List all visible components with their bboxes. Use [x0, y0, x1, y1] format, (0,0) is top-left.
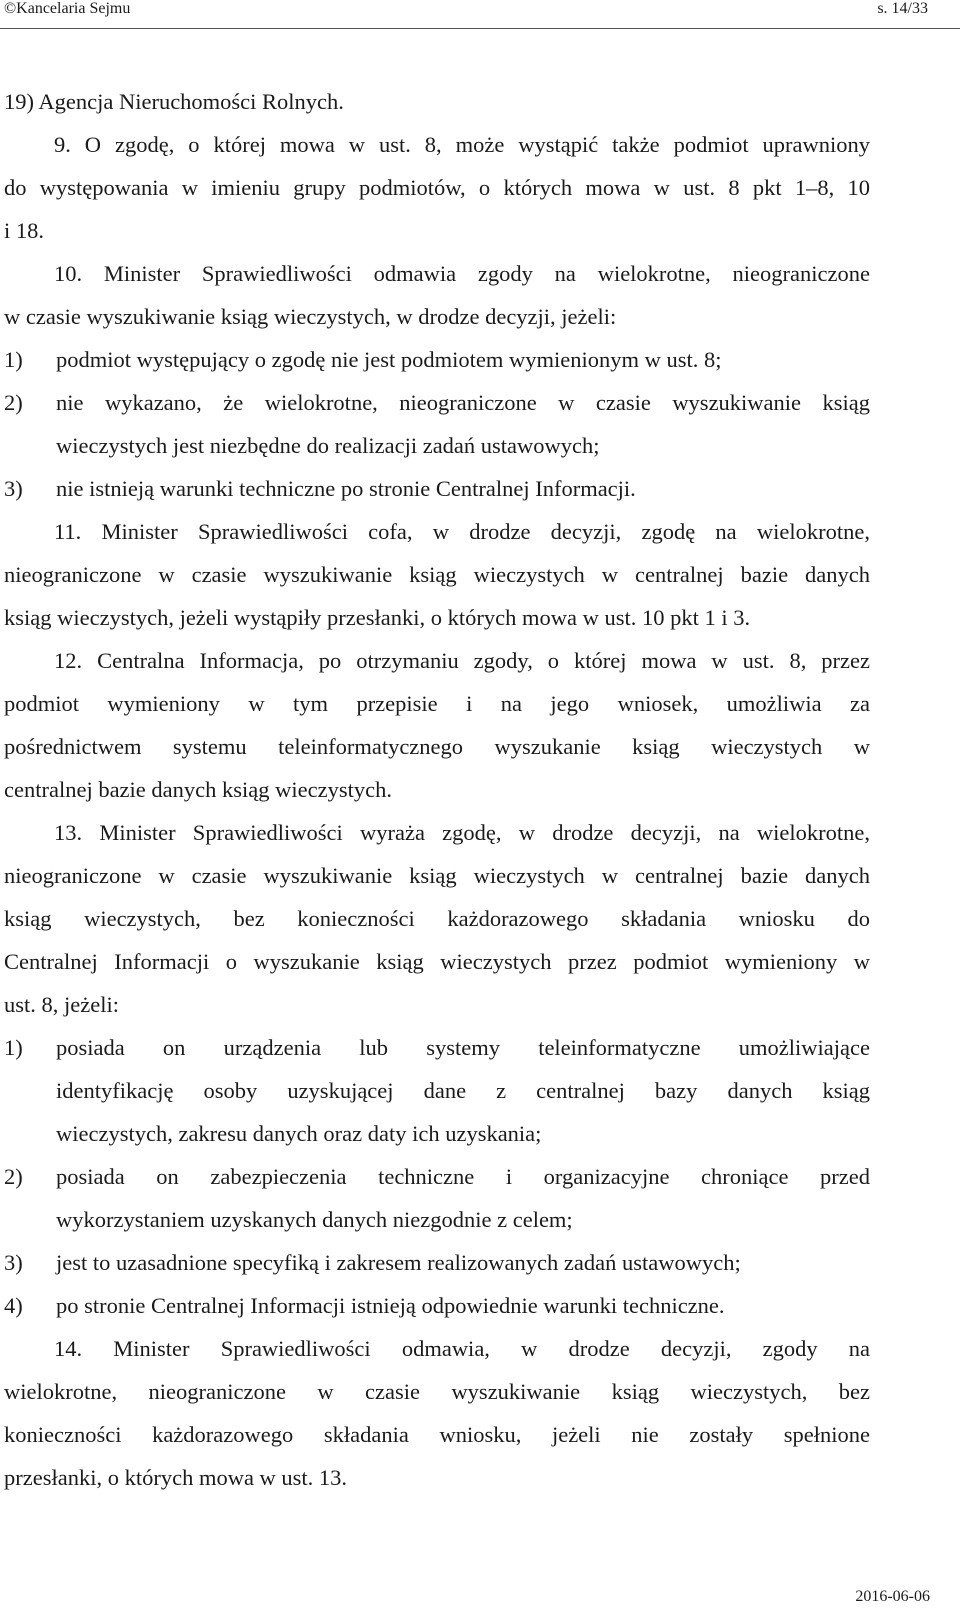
paragraph-line: konieczności każdorazowego składania wniosku, jeżeli nie zostały spełnione [4, 1422, 870, 1447]
paragraph-line: w czasie wyszukiwanie ksiąg wieczystych, w drodze decyzji, jeżeli: [4, 304, 617, 329]
paragraph-line: podmiot wymieniony w tym przepisie i na jego wniosek, umożliwia za [4, 691, 870, 716]
paragraph-line: 9. O zgodę, o której mowa w ust. 8, może wystąpić także podmiot uprawniony [54, 132, 870, 157]
copyright-label: ©Kancelaria Sejmu [4, 0, 131, 17]
list-item [4, 467, 870, 510]
list-number: 1) [4, 347, 23, 372]
paragraph-line: 12. Centralna Informacja, po otrzymaniu zgody, o której mowa w ust. 8, przez [54, 648, 870, 673]
list-item [4, 338, 870, 381]
paragraph-line: ksiąg wieczystych, bez konieczności każdorazowego składania wniosku do [4, 906, 870, 931]
paragraph-line: 11. Minister Sprawiedliwości cofa, w drodze decyzji, zgodę na wielokrotne, [54, 519, 870, 544]
page-header [0, 0, 960, 29]
list-item [4, 1241, 870, 1284]
list-text: nie wykazano, że wielokrotne, nieograniczone w czasie wyszukiwanie ksiąg [56, 390, 870, 415]
paragraph-line: 19) Agencja Nieruchomości Rolnych. [4, 89, 344, 114]
list-item [4, 1155, 870, 1198]
list-item [4, 381, 870, 424]
paragraph-line: centralnej bazie danych ksiąg wieczystych. [4, 777, 392, 802]
page-number: s. 14/33 [877, 0, 928, 17]
list-number: 3) [4, 1250, 23, 1275]
document-body [4, 80, 870, 1499]
list-number: 1) [4, 1035, 23, 1060]
paragraph-line: pośrednictwem systemu teleinformatycznego wyszukanie ksiąg wieczystych w [4, 734, 870, 759]
list-text: posiada on zabezpieczenia techniczne i organizacyjne chroniące przed [56, 1164, 870, 1189]
paragraph-line: ust. 8, jeżeli: [4, 992, 119, 1017]
paragraph-line: wielokrotne, nieograniczone w czasie wyszukiwanie ksiąg wieczystych, bez [4, 1379, 870, 1404]
list-number: 2) [4, 1164, 23, 1189]
list-text: podmiot występujący o zgodę nie jest podmiotem wymienionym w ust. 8; [56, 347, 722, 372]
list-item [4, 1284, 870, 1327]
list-text: jest to uzasadnione specyfiką i zakresem realizowanych zadań ustawowych; [56, 1250, 741, 1275]
list-text-continued: wieczystych jest niezbędne do realizacji zadań ustawowych; [56, 433, 600, 458]
list-item [4, 1026, 870, 1069]
list-number: 3) [4, 476, 23, 501]
paragraph-line: 10. Minister Sprawiedliwości odmawia zgody na wielokrotne, nieograniczone [54, 261, 870, 286]
paragraph-line: 13. Minister Sprawiedliwości wyraża zgodę, w drodze decyzji, na wielokrotne, [54, 820, 870, 845]
paragraph-line: nieograniczone w czasie wyszukiwanie ksiąg wieczystych w centralnej bazie danych [4, 562, 870, 587]
paragraph-line: i 18. [4, 218, 45, 243]
list-text-continued: wieczystych, zakresu danych oraz daty ich uzyskania; [56, 1121, 542, 1146]
list-number: 4) [4, 1293, 23, 1318]
list-text-continued: wykorzystaniem uzyskanych danych niezgodnie z celem; [56, 1207, 573, 1232]
paragraph-line: ksiąg wieczystych, jeżeli wystąpiły przesłanki, o których mowa w ust. 10 pkt 1 i 3. [4, 605, 751, 630]
list-text: po stronie Centralnej Informacji istnieją odpowiednie warunki techniczne. [56, 1293, 725, 1318]
paragraph-line: do występowania w imieniu grupy podmiotów, o których mowa w ust. 8 pkt 1–8, 10 [4, 175, 870, 200]
footer-date: 2016-06-06 [855, 1588, 930, 1605]
list-text: nie istnieją warunki techniczne po stronie Centralnej Informacji. [56, 476, 636, 501]
list-text: posiada on urządzenia lub systemy teleinformatyczne umożliwiające [56, 1035, 870, 1060]
list-text-continued: identyfikację osoby uzyskującej dane z centralnej bazy danych ksiąg [56, 1078, 870, 1103]
list-number: 2) [4, 390, 23, 415]
paragraph-line: 14. Minister Sprawiedliwości odmawia, w drodze decyzji, zgody na [54, 1336, 870, 1361]
paragraph-line: przesłanki, o których mowa w ust. 13. [4, 1465, 348, 1490]
paragraph-line: Centralnej Informacji o wyszukanie ksiąg wieczystych przez podmiot wymieniony w [4, 949, 870, 974]
paragraph-line: nieograniczone w czasie wyszukiwanie ksiąg wieczystych w centralnej bazie danych [4, 863, 870, 888]
